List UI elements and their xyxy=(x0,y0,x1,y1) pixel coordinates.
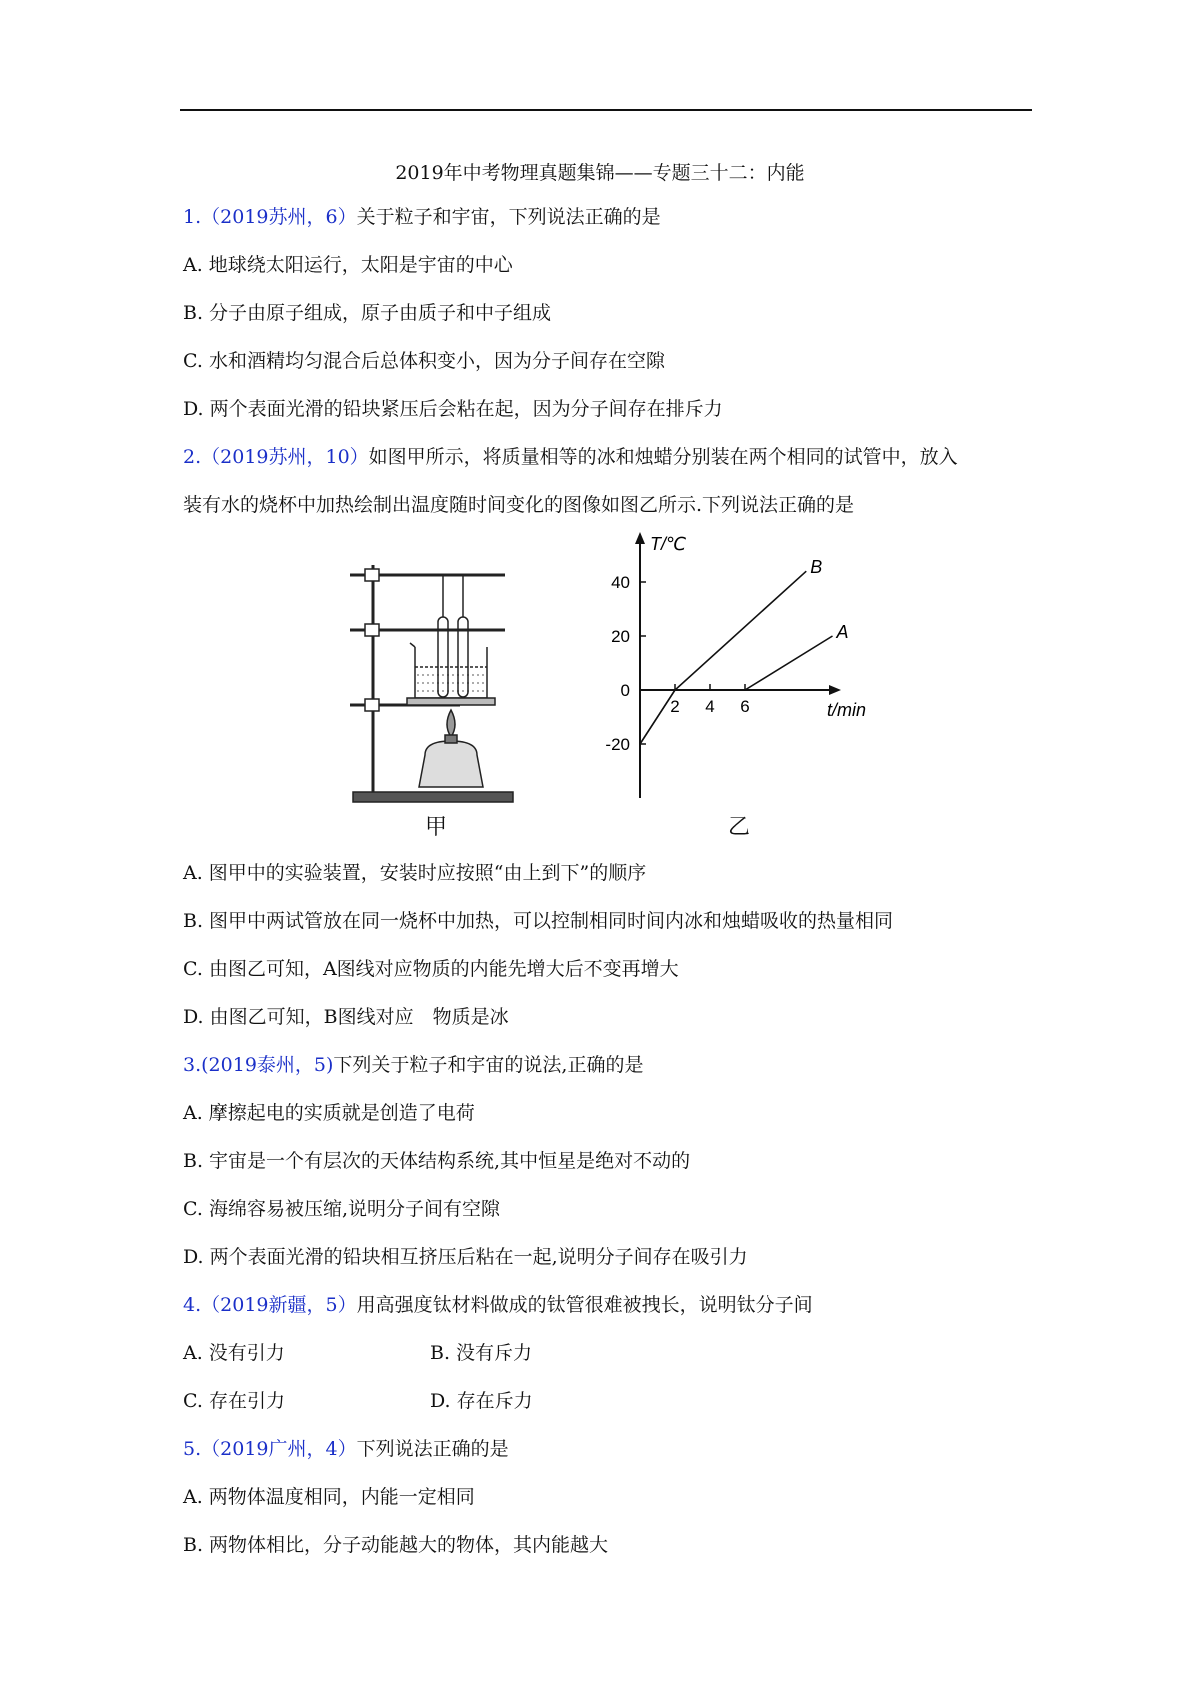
question-3-option-c: C. 海绵容易被压缩,说明分子间有空隙 xyxy=(183,1198,500,1220)
header-rule xyxy=(180,109,1032,111)
question-2-text-line2: 装有水的烧杯中加热绘制出温度随时间变化的图像如图乙所示.下列说法正确的是 xyxy=(183,494,855,516)
figure-jia-apparatus xyxy=(345,555,520,835)
wire-gauze xyxy=(407,698,495,705)
series-line-b xyxy=(640,571,806,744)
series-label-b: B xyxy=(810,557,823,578)
question-3-number: 3. xyxy=(183,1054,202,1076)
x-axis-label: t/min xyxy=(827,700,867,720)
question-3-stem xyxy=(183,1052,643,1078)
stand-base xyxy=(353,792,513,802)
question-4-number: 4. xyxy=(183,1294,202,1316)
question-3-option-b: B. 宇宙是一个有层次的天体结构系统,其中恒星是绝对不动的 xyxy=(183,1150,691,1172)
y-axis-arrow xyxy=(635,532,645,544)
question-4-option-d: D. 存在斥力 xyxy=(430,1390,533,1412)
series-label-a: A xyxy=(836,622,849,642)
question-2-option-b: B. 图甲中两试管放在同一烧杯中加热，可以控制相同时间内冰和烛蜡吸收的热量相同 xyxy=(183,910,894,932)
question-1-option-d: D. 两个表面光滑的铅块紧压后会粘在起，因为分子间存在排斥力 xyxy=(183,398,723,420)
question-1-text: 关于粒子和宇宙，下列说法正确的是 xyxy=(356,206,661,228)
question-4-option-c: C. 存在引力 xyxy=(183,1390,285,1412)
question-1-option-c: C. 水和酒精均匀混合后总体积变小，因为分子间存在空隙 xyxy=(183,350,665,372)
question-2-source: （2019苏州，10） xyxy=(201,446,369,468)
flame xyxy=(447,710,455,737)
question-2-number: 2. xyxy=(183,446,202,468)
question-2-text-line1: 如图甲所示，将质量相等的冰和烛蜡分别装在两个相同的试管中，放入 xyxy=(368,446,958,468)
figure-yi-graph xyxy=(595,530,895,800)
x-axis-arrow xyxy=(829,685,841,695)
question-4-stem xyxy=(183,1292,813,1318)
question-2-stem xyxy=(183,444,958,470)
question-4-option-b: B. 没有斥力 xyxy=(430,1342,533,1364)
question-5-option-a: A. 两物体温度相同，内能一定相同 xyxy=(183,1486,475,1508)
x-tick-label: 2 xyxy=(670,697,680,716)
x-tick-label: 4 xyxy=(705,697,715,716)
y-tick-label: -20 xyxy=(605,735,630,754)
question-5-option-b: B. 两物体相比，分子动能越大的物体，其内能越大 xyxy=(183,1534,609,1556)
question-4-source: （2019新疆，5） xyxy=(201,1294,357,1316)
beaker xyxy=(415,647,487,698)
question-3-text: 下列关于粒子和宇宙的说法,正确的是 xyxy=(333,1054,644,1076)
question-1-number: 1. xyxy=(183,206,202,228)
y-tick-label: 20 xyxy=(611,627,630,646)
question-1-stem xyxy=(183,204,661,230)
question-1-option-b: B. 分子由原子组成，原子由质子和中子组成 xyxy=(183,302,552,324)
figure-yi-caption: 乙 xyxy=(728,815,751,840)
question-5-stem xyxy=(183,1436,509,1462)
question-4-text: 用高强度钛材料做成的钛管很难被拽长，说明钛分子间 xyxy=(356,1294,813,1316)
question-3-source: (2019泰州，5) xyxy=(201,1054,334,1076)
question-3-option-d: D. 两个表面光滑的铅块相互挤压后粘在一起,说明分子间存在吸引力 xyxy=(183,1246,748,1268)
question-1-source: （2019苏州，6） xyxy=(201,206,357,228)
question-5-text: 下列说法正确的是 xyxy=(356,1438,509,1460)
x-tick-label: 6 xyxy=(740,697,750,716)
y-tick-label: 0 xyxy=(620,681,630,700)
question-3-option-a: A. 摩擦起电的实质就是创造了电荷 xyxy=(183,1102,475,1124)
question-2-option-a: A. 图甲中的实验装置，安装时应按照“由上到下”的顺序 xyxy=(183,862,647,884)
y-axis-label: T/℃ xyxy=(650,534,687,554)
alcohol-lamp xyxy=(419,741,483,787)
question-4-option-a: A. 没有引力 xyxy=(183,1342,285,1364)
question-5-number: 5. xyxy=(183,1438,202,1460)
page-title: 2019年中考物理真题集锦——专题三十二：内能 xyxy=(395,162,805,184)
y-tick-label: 40 xyxy=(611,573,630,592)
question-2-option-d: D. 由图乙可知，B图线对应 物质是冰 xyxy=(183,1006,509,1028)
figure-jia-caption: 甲 xyxy=(425,815,448,840)
question-1-option-a: A. 地球绕太阳运行，太阳是宇宙的中心 xyxy=(183,254,513,276)
question-5-source: （2019广州，4） xyxy=(201,1438,357,1460)
question-2-option-c: C. 由图乙可知，A图线对应物质的内能先增大后不变再增大 xyxy=(183,958,679,980)
